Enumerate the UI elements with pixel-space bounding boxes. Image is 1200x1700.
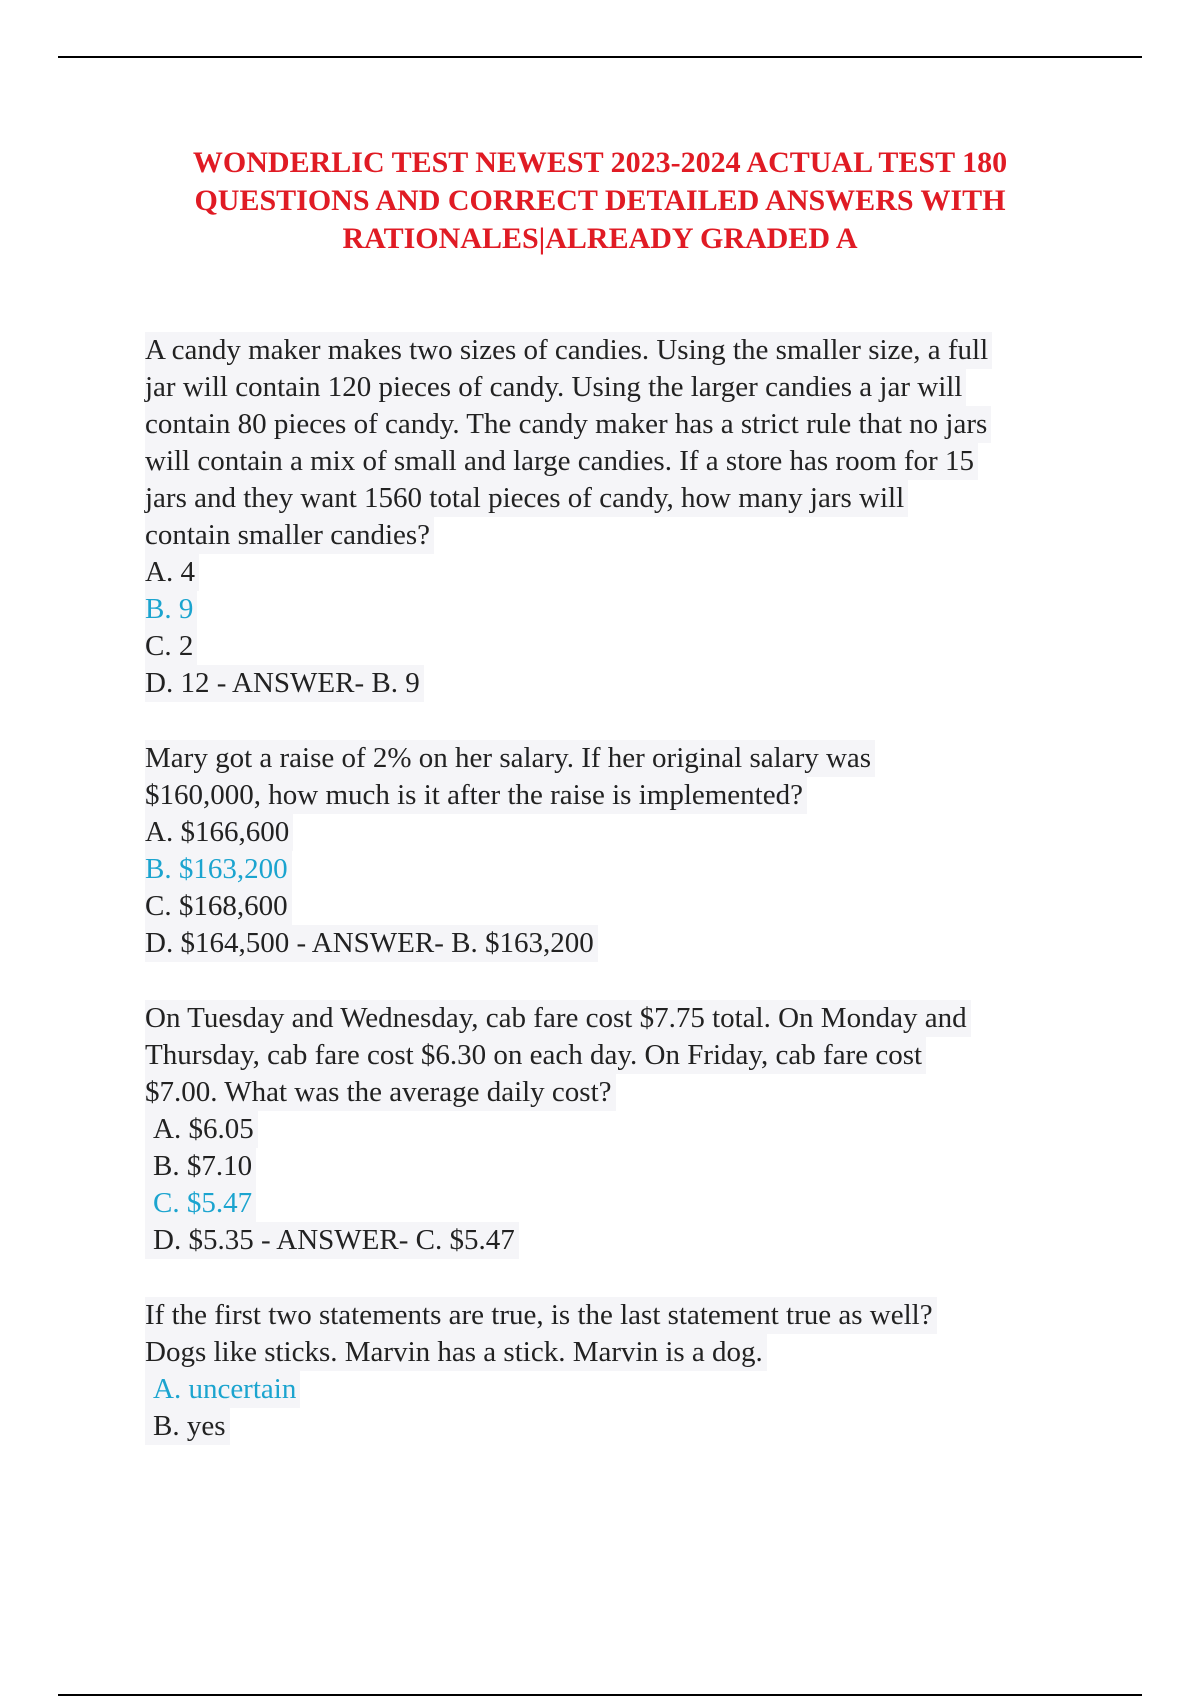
answer-option: D. $5.35 - ANSWER- C. $5.47 <box>145 1222 519 1259</box>
answer-option: C. 2 <box>145 628 197 665</box>
question-text: If the first two statements are true, is the last statement true as well? <box>145 1297 937 1334</box>
question-text: On Tuesday and Wednesday, cab fare cost $7.75 total. On Monday and <box>145 1000 971 1037</box>
title-line: WONDERLIC TEST NEWEST 2023-2024 ACTUAL TEST 180 <box>192 146 1008 179</box>
answer-option: A. $6.05 <box>145 1111 258 1148</box>
questions-list <box>145 332 1105 1483</box>
correct-answer-option: A. uncertain <box>145 1371 300 1408</box>
question-text: Dogs like sticks. Marvin has a stick. Marvin is a dog. <box>145 1334 767 1371</box>
question-text: contain smaller candies? <box>145 517 434 554</box>
bottom-rule <box>58 1694 1142 1696</box>
answer-option: A. 4 <box>145 554 199 591</box>
question-text: contain 80 pieces of candy. The candy maker has a strict rule that no jars <box>145 406 991 443</box>
question-text: A candy maker makes two sizes of candies. Using the smaller size, a full <box>145 332 992 369</box>
question-4 <box>145 1297 1105 1445</box>
question-text: jars and they want 1560 total pieces of candy, how many jars will <box>145 480 908 517</box>
question-3 <box>145 1000 1105 1259</box>
answer-option: B. $7.10 <box>145 1148 256 1185</box>
answer-option: C. $168,600 <box>145 888 292 925</box>
question-text: Mary got a raise of 2% on her salary. If her original salary was <box>145 740 875 777</box>
question-2 <box>145 740 1105 962</box>
title-line: RATIONALES|ALREADY GRADED A <box>342 222 858 255</box>
answer-option: B. yes <box>145 1408 230 1445</box>
answer-option: A. $166,600 <box>145 814 293 851</box>
correct-answer-option: B. $163,200 <box>145 851 292 888</box>
answer-option: D. $164,500 - ANSWER- B. $163,200 <box>145 925 598 962</box>
question-text: $160,000, how much is it after the raise is implemented? <box>145 777 807 814</box>
answer-option: D. 12 - ANSWER- B. 9 <box>145 665 424 702</box>
question-1 <box>145 332 1105 702</box>
correct-answer-option: B. 9 <box>145 591 197 628</box>
document-title <box>120 144 1080 258</box>
question-text: jar will contain 120 pieces of candy. Using the larger candies a jar will <box>145 369 966 406</box>
top-rule <box>58 56 1142 58</box>
question-text: $7.00. What was the average daily cost? <box>145 1074 616 1111</box>
question-text: will contain a mix of small and large candies. If a store has room for 15 <box>145 443 978 480</box>
question-text: Thursday, cab fare cost $6.30 on each day. On Friday, cab fare cost <box>145 1037 926 1074</box>
title-line: QUESTIONS AND CORRECT DETAILED ANSWERS WITH <box>194 184 1006 217</box>
correct-answer-option: C. $5.47 <box>145 1185 256 1222</box>
